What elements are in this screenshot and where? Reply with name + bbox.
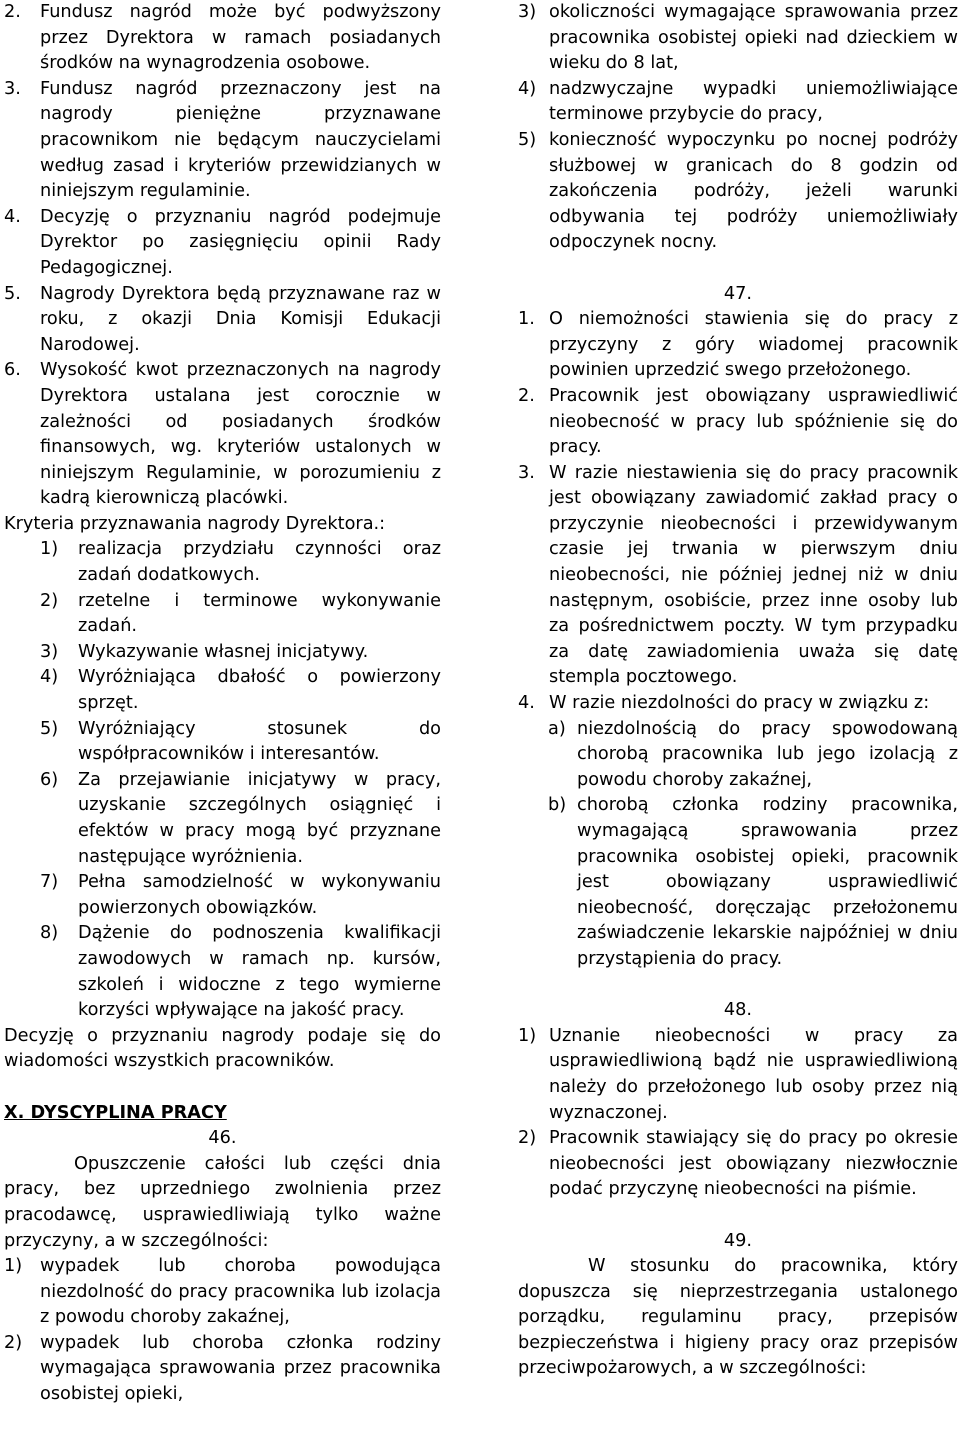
item-number: b) [548,795,567,816]
item-number: 5) [40,718,59,739]
item-text: Za przejawianie inicjatywy w pracy, uzyskanie szczególnych osiągnięć i efektów w pracy mogą być przyznane następujące wyróżnienia. [78,769,441,867]
criteria-list [4,537,441,1023]
numbered-paragraph [4,0,441,77]
item-text: W razie niezdolności do pracy w związku z: [549,693,930,714]
list-item [518,307,958,384]
item-text: Fundusz nagród przeznaczony jest na nagrody pieniężne przyznawane pracownikom nie będącym nauczycielami według zasad i kryteriów przewidzianych w niniejszym regulaminie. [40,78,441,202]
item-number: 2. [4,2,21,22]
item-text: Pracownik stawiający się do pracy po okresie nieobecności jest obowiązany niezwłocznie podać przyczynę nieobecności na piśmie. [549,1128,958,1200]
list-item [4,1331,441,1408]
section-heading: X. DYSCYPLINA PRACY [4,1102,227,1123]
criteria-item [4,870,441,921]
article-48-list [518,1024,958,1203]
item-text: Fundusz nagród może być podwyższony przez Dyrektora w ramach posiadanych środków na wynagrodzenia osobowe. [40,2,441,74]
article-46-intro: Opuszczenie całości lub części dnia pracy, bez uprzedniego zwolnienia przez pracodawcę, usprawiedliwiają tylko ważne przyczyny, a w szczególności: [4,1153,441,1251]
reward-fund-items [4,0,441,512]
article-46-list [4,1254,441,1408]
item-number: 3) [518,2,537,22]
criteria-heading: Kryteria przyznawania nagrody Dyrektora.: [4,513,386,534]
item-text: wypadek lub choroba powodująca niezdolność do pracy pracownika lub izolacja z powodu choroby zakaźnej, [40,1256,441,1328]
item-text: Decyzję o przyznaniu nagród podejmuje Dyrektor po zasięgnięciu opinii Rady Pedagogicznej. [40,206,441,278]
numbered-paragraph [4,77,441,205]
numbered-paragraph [4,205,441,282]
item-number: 3. [518,462,535,483]
item-text: okoliczności wymagające sprawowania przez pracownika osobistej opieki nad dzieckiem w wieku do 8 lat, [549,2,958,74]
article-47-sublist [518,717,958,973]
list-item [518,128,958,256]
list-item [518,384,958,461]
list-item [518,1126,958,1203]
item-number: 8) [40,923,59,944]
item-number: a) [548,718,566,739]
item-text: Wysokość kwot przeznaczonych na nagrody Dyrektora ustalana jest corocznie w zależności od posiadanych środków finansowych, wg. kryteriów ustalonych w niniejszym Regulaminie, w porozumieniu z kadrą kierowniczą placówki. [40,360,441,509]
item-text: Wyróżniająca dbałość o powierzony sprzęt. [78,667,441,714]
item-text: Wykazywanie własnej inicjatywy. [78,641,369,662]
criteria-item [4,921,441,1023]
right-column [518,0,958,1382]
item-number: 1) [4,1256,23,1277]
item-text: W razie niestawienia się do pracy pracownik jest obowiązany zawiadomić zakład pracy o przyczynie nieobecności i przewidywanym czasie jej trwania w pierwszym dniu nieobecności, nie później jednej niż w dniu następnym, osobiście, przez inne osoby lub za pośrednictwem poczty. W tym przypadku za datę zawiadomienia uważa się datę stempla pocztowego. [549,462,958,688]
item-number: 4. [518,693,535,714]
item-text: konieczność wypoczynku po nocnej podróży służbowej w granicach do 8 godzin od zakończenia podróży, jeżeli warunki odbywania tej podróży uniemożliwiały odpoczynek nocny. [549,129,958,253]
item-text: rzetelne i terminowe wykonywanie zadań. [78,590,441,637]
item-text: O niemożności stawienia się do pracy z przyczyny z góry wiadomej pracownik powinien uprzedzić swego przełożonego. [549,309,958,381]
article-47-number: 47. [723,283,753,304]
left-column [4,0,441,1408]
item-number: 2) [4,1332,23,1353]
sub-list-item [518,717,958,794]
article-46-number: 46. [208,1128,237,1149]
article-49-number: 49. [723,1230,753,1251]
item-number: 1. [518,309,535,330]
item-text: realizacja przydziału czynności oraz zadań dodatkowych. [78,539,441,586]
item-number: 2. [518,385,535,406]
item-text: Pracownik jest obowiązany usprawiedliwić nieobecność w pracy lub spóźnienie się do pracy. [549,385,958,458]
decision-note: Decyzję o przyznaniu nagrody podaje się do wiadomości wszystkich pracowników. [4,1025,441,1072]
list-item [518,461,958,691]
item-number: 3) [40,641,59,662]
item-text: wypadek lub choroba członka rodziny wymagająca sprawowania przez pracownika osobistej opieki, [40,1332,441,1405]
item-number: 6. [4,360,21,381]
article-49-text: W stosunku do pracownika, który dopuszcza się nieprzestrzegania ustalonego porządku, regulaminu pracy, przepisów bezpieczeństwa i higieny pracy oraz przepisów przeciwpożarowych, a w szczególności: [518,1256,958,1379]
article-48-number: 48. [723,1000,753,1021]
list-item [4,1254,441,1331]
item-text: Dążenie do podnoszenia kwalifikacji zawodowych w ramach np. kursów, szkoleń i widoczne z tego wymierne korzyści wpływające na jakość pracy. [78,923,441,1021]
item-number: 1) [518,1025,537,1046]
list-item [518,77,958,128]
item-number: 4. [4,206,21,227]
list-item [518,1024,958,1126]
list-item [518,0,958,77]
item-text: chorobą członka rodziny pracownika, wymagającą sprawowania przez pracownika osobistej opieki, pracownik jest obowiązany usprawiedliwić nieobecność, doręczając przełożonemu zaświadczenie lekarskie najpóźniej w dniu przystąpienia do pracy. [577,795,958,969]
item-number: 6) [40,769,59,790]
article-46-list-continued [518,0,958,256]
item-number: 2) [518,1128,537,1149]
item-number: 5) [518,129,537,150]
item-number: 4) [40,667,59,688]
numbered-paragraph [4,358,441,512]
item-number: 1) [40,539,59,560]
item-text: Uznanie nieobecności w pracy za usprawiedliwioną bądź nie usprawiedliwioną należy do przełożonego lub osoby przez nią wyznaczonej. [549,1025,958,1123]
item-number: 2) [40,590,59,611]
criteria-item [4,768,441,870]
item-text: niezdolnością do pracy spowodowaną chorobą pracownika lub jego izolacją z powodu choroby zakaźnej, [577,718,958,790]
item-text: Wyróżniający stosunek do współpracowników i interesantów. [78,718,441,765]
list-item [518,691,958,717]
sub-list-item [518,793,958,972]
item-text: Pełna samodzielność w wykonywaniu powierzonych obowiązków. [78,872,441,918]
criteria-item [4,537,441,588]
criteria-item [4,665,441,716]
numbered-paragraph [4,282,441,359]
item-number: 3. [4,78,21,99]
item-number: 4) [518,78,537,99]
item-text: Nagrody Dyrektora będą przyznawane raz w roku, z okazji Dnia Komisji Edukacji Narodowej. [40,283,441,355]
item-text: nadzwyczajne wypadki uniemożliwiające terminowe przybycie do pracy, [549,78,958,125]
item-number: 5. [4,283,21,304]
criteria-item [4,589,441,640]
article-47-list [518,307,958,717]
criteria-item [4,717,441,768]
item-number: 7) [40,872,59,893]
criteria-item [4,640,441,666]
